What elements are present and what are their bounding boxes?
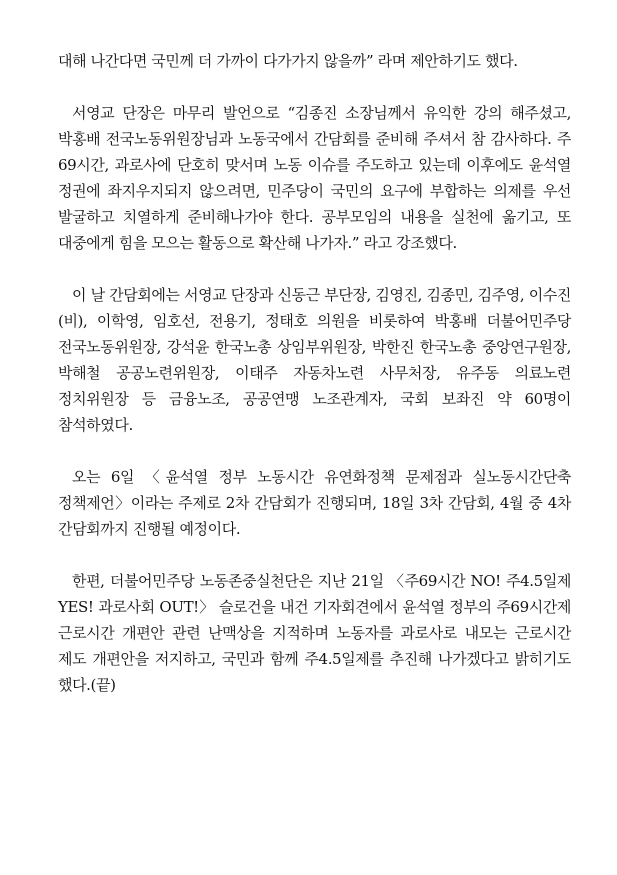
paragraph-press-conference: 한편, 더불어민주당 노동존중실천단은 지난 21일 〈주69시간 NO! 주4.5일제 YES! 과로사회 OUT!〉 슬로건을 내건 기자회견에서 윤석열 정부의 주69시간제 근로시간 개편안 관련 난맥상을 지적하며 노동자를 과로사로 내모는 근로시간 제도 개편안을 저지하고, 국민과 함께 주4.5일제를 추진해 나가겠다고 밝히기도 했다.(끝) xyxy=(58,572,571,694)
paragraph-closing-remarks: 서영교 단장은 마무리 발언으로 “김종진 소장님께서 유익한 강의 해주셨고, 박홍배 전국노동위원장님과 노동국에서 간담회를 준비해 주셔서 참 감사하다. 주 69시간, 과로사에 단호히 맞서며 노동 이슈를 주도하고 있는데 이후에도 윤석열 정권에 좌지우지되지 않으려면, 민주당이 국민의 요구에 부합하는 의제를 우선 발굴하고 치열하게 준비해나가야 한다. 공부모임의 내용을 실천에 옮기고, 또 대중에게 힘을 모으는 활동으로 확산해 나가자.” 라고 강조했다. xyxy=(58,104,571,252)
paragraph-gap xyxy=(58,542,571,568)
paragraph-continuation: 대해 나간다면 국민께 더 가까이 다가가지 않을까” 라며 제안하기도 했다. xyxy=(58,52,518,70)
paragraph-gap xyxy=(58,74,571,100)
paragraph-gap xyxy=(58,438,571,464)
paragraph-attendees: 이 날 간담회에는 서영교 단장과 신동근 부단장, 김영진, 김종민, 김주영, 이수진(비), 이학영, 임호선, 전용기, 정태호 의원을 비롯하여 박홍배 더불어민주당 전국노동위원장, 강석윤 한국노총 상임부위원장, 박한진 한국노총 중앙연구원장, 박해철 공공노련위원장, 이태주 자동차노련 사무처장, 유주동 의료노련 정치위원장 등 금융노조, 공공연맹 노조관계자, 국회 보좌진 약 60명이 참석하였다. xyxy=(58,286,571,434)
paragraph-schedule: 오는 6일 〈윤석열 정부 노동시간 유연화정책 문제점과 실노동시간단축 정책제언〉이라는 주제로 2차 간담회가 진행되며, 18일 3차 간담회, 4월 중 4차 간담회까지 진행될 예정이다. xyxy=(58,468,571,538)
paragraph-gap xyxy=(58,256,571,282)
